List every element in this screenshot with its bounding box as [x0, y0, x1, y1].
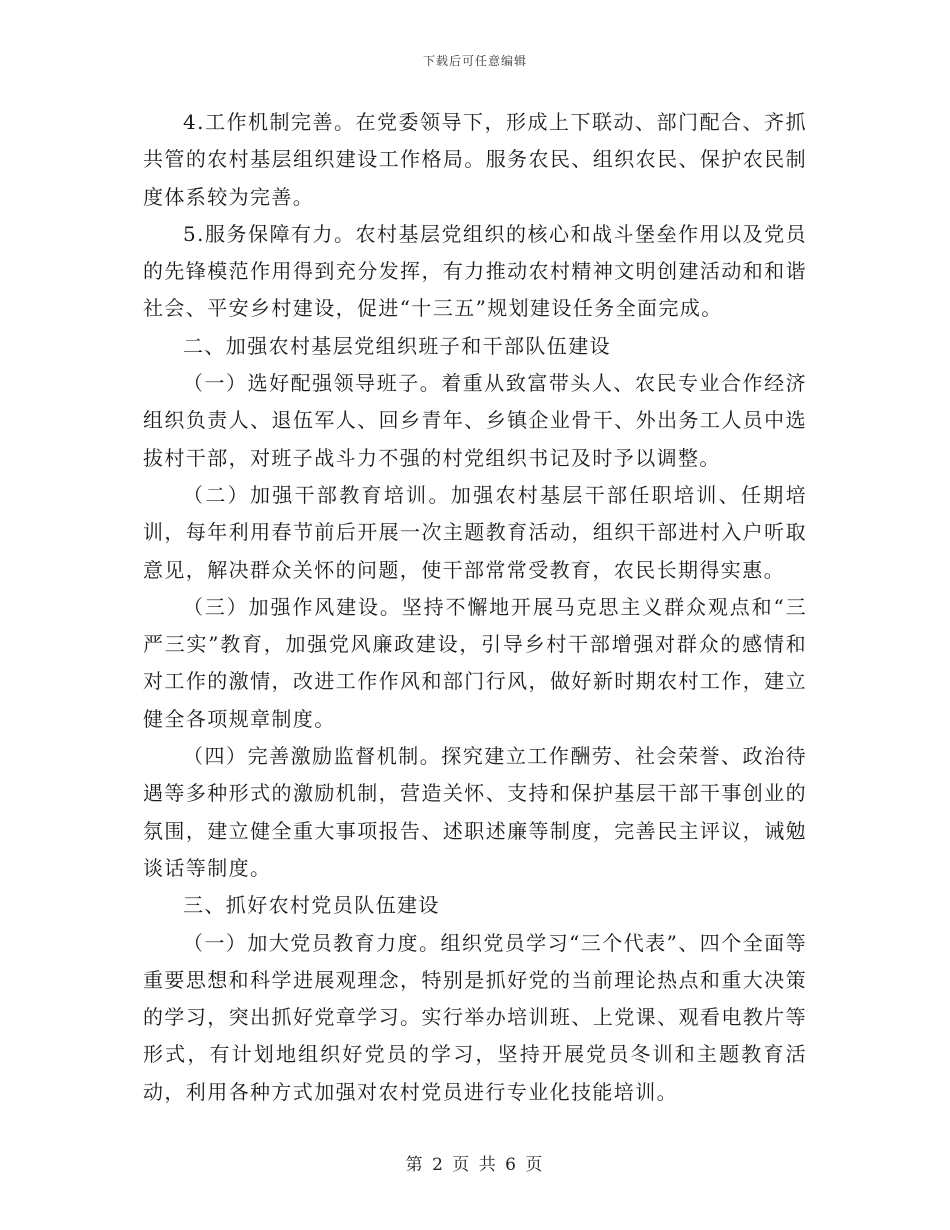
paragraph-work-mechanism: 4.工作机制完善。在党委领导下，形成上下联动、部门配合、齐抓共管的农村基层组织建设工作格局。服务农民、组织农民、保护农民制度体系较为完善。 [143, 110, 807, 209]
paragraph-service-guarantee: 5.服务保障有力。农村基层党组织的核心和战斗堡垒作用以及党员的先锋模范作用得到充分发挥，有力推动农村精神文明创建活动和和谐社会、平安乡村建设，促进“十三五”规划建设任务全面完成。 [143, 221, 807, 321]
section-heading-3: 三、抓好农村党员队伍建设 [183, 893, 440, 918]
paragraph-work-style: （三）加强作风建设。坚持不懈地开展马克思主义群众观点和“三严三实”教育，加强党风廉政建设，引导乡村干部增强对群众的感情和对工作的激情，改进工作作风和部门行风，做好新时期农村工作，建立健全各项规章制度。 [143, 594, 807, 731]
paragraph-cadre-training: （二）加强干部教育培训。加强农村基层干部任职培训、任期培训，每年利用春节前后开展一次主题教育活动，组织干部进村入户听取意见，解决群众关怀的问题，使干部常常受教育，农民长期得实惠。 [143, 482, 807, 582]
section-heading-2: 二、加强农村基层党组织班子和干部队伍建设 [183, 333, 611, 358]
paragraph-incentive-supervision: （四）完善激励监督机制。探究建立工作酬劳、社会荣誉、政治待遇等多种形式的激励机制，营造关怀、支持和保护基层干部干事创业的氛围，建立健全重大事项报告、述职述廉等制度，完善民主评议，诫勉谈话等制度。 [143, 744, 807, 880]
paragraph-party-education: （一）加大党员教育力度。组织党员学习“三个代表”、四个全面等重要思想和科学进展观理念，特别是抓好党的当前理论热点和重大决策的学习，突出抓好党章学习。实行举办培训班、上党课、观看电教片等形式，有计划地组织好党员的学习，坚持开展党员冬训和主题教育活动，利用各种方式加强对农村党员进行专业化技能培训。 [143, 930, 807, 1104]
page-header-note: 下载后可任意编辑 [422, 54, 527, 68]
page-number-footer: 第 2 页 共 6 页 [405, 1155, 545, 1175]
paragraph-leadership-team: （一）选好配强领导班子。着重从致富带头人、农民专业合作经济组织负责人、退伍军人、回乡青年、乡镇企业骨干、外出务工人员中选拔村干部，对班子战斗力不强的村党组织书记及时予以调整。 [143, 371, 807, 470]
document-body [143, 104, 807, 1111]
